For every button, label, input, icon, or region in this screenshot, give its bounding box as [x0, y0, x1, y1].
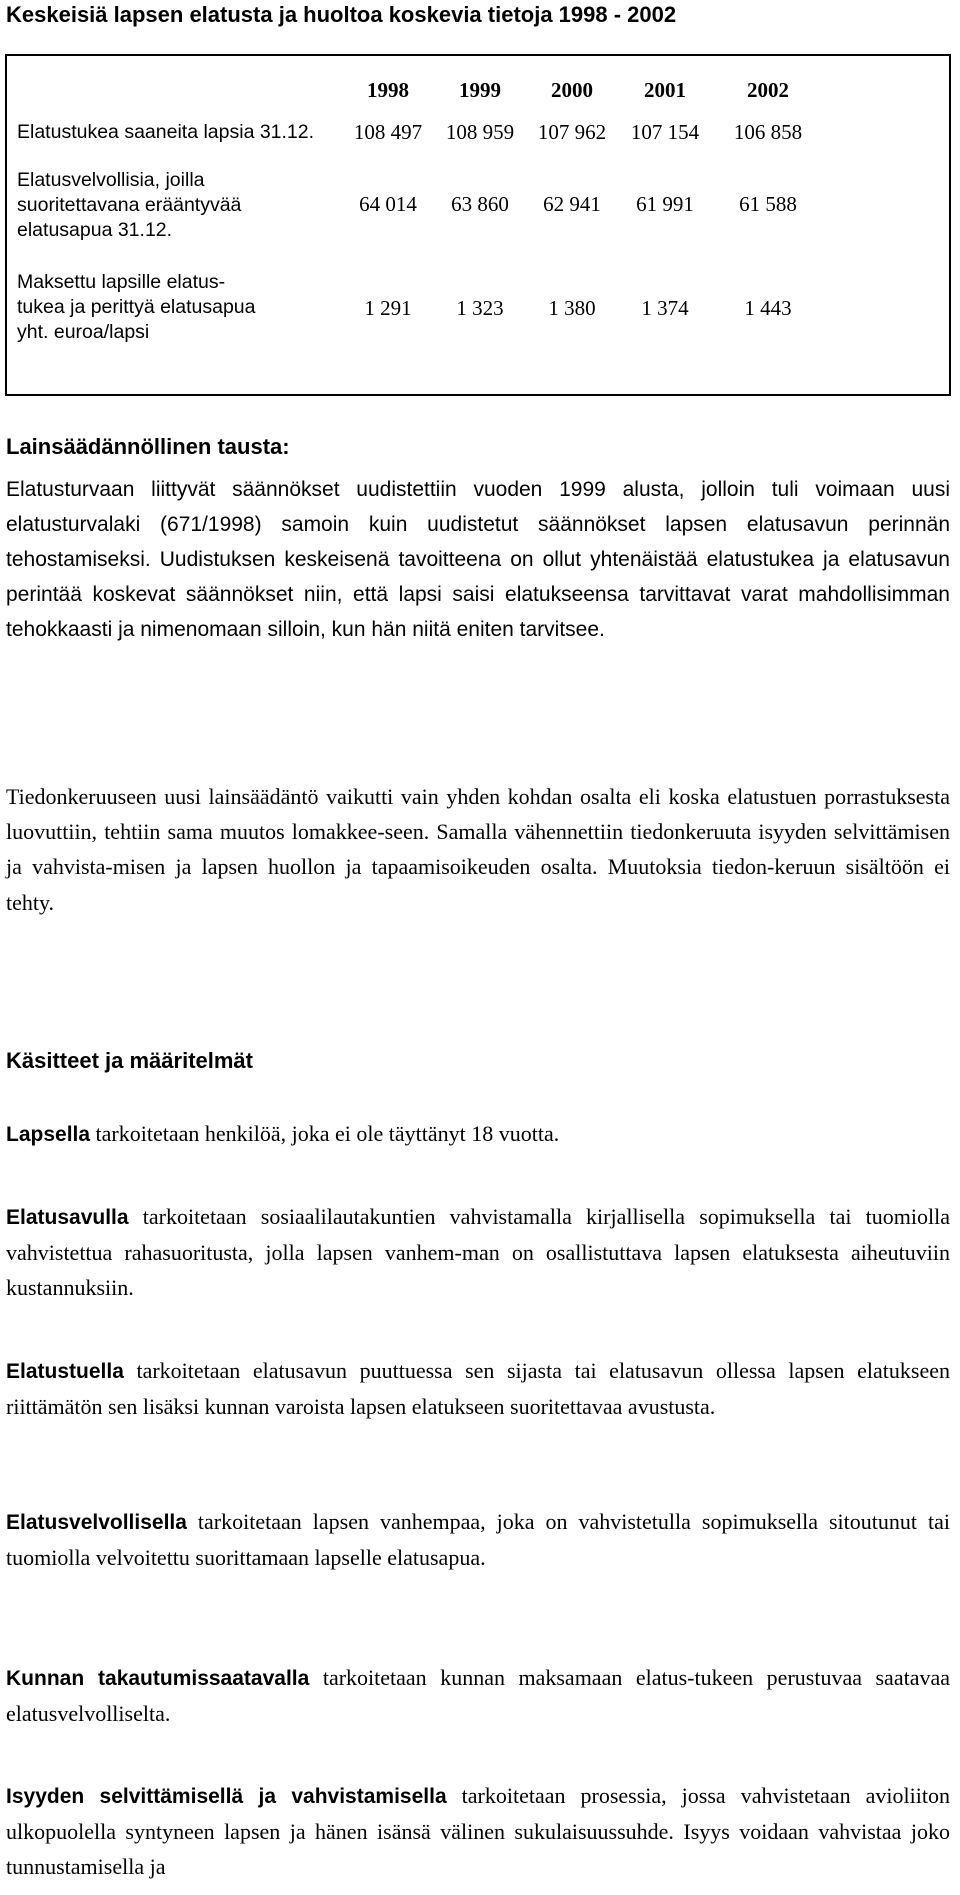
- definition-text: tarkoitetaan kunnan maksamaan elatus-tukeen perustuvaa saatavaa elatusvelvolliselta.: [6, 1665, 950, 1727]
- table-cell: 107 154: [630, 120, 700, 144]
- definition-term: Lapsella: [6, 1123, 91, 1146]
- definition-text: tarkoitetaan elatusavun puuttuessa sen sijasta tai elatusavun ollessa lapsen elatukseen riittämätön sen lisäksi kunnan varoista lapsen elatukseen suoritettavaa avustusta.: [6, 1358, 950, 1420]
- table-cell: 1 380: [548, 296, 596, 320]
- year-header-row: [7, 78, 949, 106]
- definition-item: [6, 1504, 950, 1575]
- table-cell: 1 323: [456, 296, 504, 320]
- year-header: 2001: [644, 78, 686, 102]
- table-cell: 63 860: [451, 192, 509, 216]
- definitions-heading: Käsitteet ja määritelmät: [6, 1048, 253, 1073]
- row-label: Elatustukea saaneita lapsia 31.12.: [17, 121, 315, 143]
- table-cell: 62 941: [543, 192, 601, 216]
- definition-text: tarkoitetaan sosiaalilautakuntien vahvistamalla kirjallisella sopimuksella tai tuomiolla vahvistettua rahasuoritusta, jolla lapsen vanhem-man on osallistuttava lapsen elatuksesta aiheutuviin kustannuksiin.: [6, 1204, 950, 1301]
- table-cell: 1 291: [364, 296, 412, 320]
- table-cell: 1 374: [641, 296, 689, 320]
- table-cell: 61 991: [636, 192, 694, 216]
- stats-table: [5, 54, 951, 396]
- table-cell: 108 959: [445, 120, 515, 144]
- document-title: Keskeisiä lapsen elatusta ja huoltoa koskevia tietoja 1998 - 2002: [6, 2, 677, 27]
- definition-text: tarkoitetaan henkilöä, joka ei ole täyttänyt 18 vuotta.: [90, 1121, 560, 1146]
- definition-text: tarkoitetaan prosessia, jossa vahvistetaan avioliiton ulkopuolella syntyneen lapsen ja hänen isänsä välinen sukulaisuussuhde. Isyys voidaan vahvistaa joko tunnustamisella ja: [6, 1783, 950, 1880]
- definition-item: [6, 1353, 950, 1424]
- definition-item: [6, 1660, 950, 1731]
- year-header: 2000: [551, 78, 593, 102]
- definition-item: [6, 1116, 950, 1152]
- table-cell: 108 497: [353, 120, 423, 144]
- row-label: Elatusvelvollisia, joilla suoritettavana erääntyvää elatusapua 31.12.: [17, 169, 242, 241]
- definition-item: [6, 1778, 950, 1885]
- definition-term: Elatustuella: [6, 1360, 124, 1383]
- definition-text: tarkoitetaan lapsen vanhempaa, joka on vahvistetulla sopimuksella sitoutunut tai tuomiolla velvoitettu suorittamaan lapselle elatusapua.: [6, 1509, 950, 1571]
- table-cell: 61 588: [739, 192, 797, 216]
- definition-term: Kunnan takautumissaatavalla: [6, 1667, 310, 1690]
- definition-term: Elatusvelvollisella: [6, 1511, 187, 1534]
- row-label: Maksettu lapsille elatus-tukea ja perittyä elatusapua yht. euroa/lapsi: [17, 271, 256, 343]
- definition-term: Elatusavulla: [6, 1206, 129, 1229]
- background-paragraph-2: Tiedonkeruuseen uusi lainsäädäntö vaikutti vain yhden kohdan osalta eli koska elatustuen porrastuksesta luovuttiin, tehtiin sama muutos lomakkee-seen. Samalla vähennettiin tiedonkeruuta isyyden selvittämisen ja vahvista-misen ja lapsen huollon ja tapaamisoikeuden osalta. Muutoksia tiedon-keruun sisältöön ei tehty.: [6, 784, 950, 915]
- definition-item: [6, 1199, 950, 1306]
- background-heading: Lainsäädännöllinen tausta:: [6, 434, 290, 459]
- table-cell: 107 962: [537, 120, 607, 144]
- year-header: 2002: [747, 78, 789, 102]
- year-header: 1998: [367, 78, 409, 102]
- table-cell: 64 014: [359, 192, 417, 216]
- background-paragraph-1: Elatusturvaan liittyvät säännökset uudistettiin vuoden 1999 alusta, jolloin tuli voimaan uusi elatusturvalaki (671/1998) samoin kuin uudistetut säännökset lapsen elatusavun perinnän tehostamiseksi. Uudistuksen keskeisenä tavoitteena on ollut yhtenäistää elatustukea ja elatusavun perintää koskevat säännökset niin, että lapsi saisi elatukseensa tarvittavat varat mahdollisimman tehokkaasti ja nimenomaan silloin, kun hän niitä eniten tarvitsee.: [6, 478, 950, 641]
- definition-term: Isyyden selvittämisellä ja vahvistamisella: [6, 1785, 447, 1808]
- table-cell: 106 858: [733, 120, 803, 144]
- table-cell: 1 443: [744, 296, 792, 320]
- year-header: 1999: [459, 78, 501, 102]
